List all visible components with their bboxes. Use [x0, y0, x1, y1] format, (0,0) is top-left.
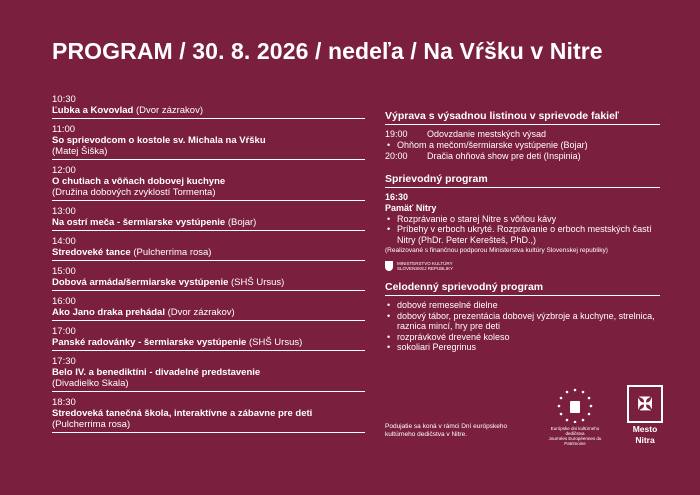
ministry-logo — [385, 261, 660, 271]
time: 20:00 — [385, 150, 408, 161]
performer: (SHŠ Ursus) — [231, 277, 285, 288]
performer: (Dvor zázrakov) — [167, 307, 235, 318]
crest-icon — [385, 261, 393, 271]
schedule-item — [52, 295, 365, 321]
activity — [52, 247, 365, 258]
performer: (Bojar) — [227, 217, 257, 228]
time: 12:00 — [52, 165, 76, 176]
ehd-text-2: Journées Européennes du Patrimoine — [548, 436, 602, 446]
time: 15:00 — [52, 266, 76, 277]
bullet-item: • Príbehy v erboch ukryté. Rozprávanie o erboch mestských častí Nitry (PhDr. Peter Kerešteš, PhD.,) — [385, 224, 660, 245]
schedule-item — [52, 355, 365, 392]
activity — [52, 408, 365, 419]
activity — [52, 176, 365, 187]
activity-name: Belo IV. a benediktíni - divadelné predstavenie — [52, 367, 261, 378]
time: 17:30 — [52, 356, 76, 367]
bullet-item: • Rozprávanie o starej Nitre s vôňou kávy — [385, 214, 660, 225]
performer: (Družina dobových zvyklostí Tormenta) — [52, 187, 216, 198]
schedule-item — [52, 396, 365, 433]
ministry-name: MINISTERSTVO KULTÚRY SLOVENSKEJ REPUBLIKY — [397, 261, 454, 271]
time: 18:30 — [52, 397, 76, 408]
performer: (Divadielko Skala) — [52, 378, 129, 389]
activity — [52, 307, 365, 318]
time: 16:30 — [385, 191, 409, 202]
performer: (SHŠ Ursus) — [248, 337, 303, 348]
time: 11:00 — [52, 124, 76, 135]
schedule-item — [52, 325, 365, 351]
performer: (Pulcherrima rosa) — [52, 419, 131, 430]
mesto-nitra-logo — [615, 385, 675, 445]
schedule-item — [52, 123, 365, 160]
bullet-item: • dobové remeselné dielne — [385, 300, 660, 311]
right-column — [385, 110, 660, 353]
stars-icon — [555, 387, 595, 423]
city-crest-icon: ✠ — [627, 385, 663, 423]
program-text: Odovzdanie mestských výsad — [427, 129, 547, 139]
schedule-list — [52, 93, 365, 437]
schedule-item — [52, 93, 365, 119]
schedule-item — [52, 235, 365, 261]
activity-name: Stredoveké tance — [52, 247, 131, 258]
section-title: Výprava s výsadnou listinou v sprievode fakieľ — [385, 110, 660, 125]
ehd-text-1: Európske dni kultúrneho dedičstva — [550, 426, 600, 436]
bullet-item: • Ohňom a mečom/šermiarske vystúpenie (Bojar) — [385, 140, 660, 151]
performer: (Pulcherrima rosa) — [133, 247, 212, 258]
activity — [52, 105, 365, 116]
nitra-label: Nitra — [635, 435, 655, 445]
section-title: Celodenný sprievodný program — [385, 281, 660, 296]
time: 14:00 — [52, 236, 76, 247]
bullet-item: • dobový tábor, prezentácia dobovej výzbroje a kuchyne, strelnica, raznica mincí, hry pre deti — [385, 311, 660, 332]
page-title: PROGRAM / 30. 8. 2026 / nedeľa / Na Vŕšku v Nitre — [52, 38, 603, 64]
schedule-item — [52, 205, 365, 231]
bullet-item: • sokoliari Peregrinus — [385, 342, 660, 353]
footer — [385, 395, 685, 455]
time: 19:00 — [385, 129, 408, 139]
time: 13:00 — [52, 206, 76, 217]
section-title: Sprievodný program — [385, 173, 660, 188]
schedule-item — [52, 265, 365, 291]
activity-name: Dobová armáda/šermiarske vystúpenie — [52, 277, 229, 288]
activity-name: So sprievodcom o kostole sv. Michala na Vŕšku — [52, 135, 266, 146]
schedule-item — [52, 164, 365, 201]
activity-name: Na ostrí meča - šermiarske vystúpenie — [52, 217, 226, 228]
time: 16:00 — [52, 296, 76, 307]
activity — [52, 277, 365, 288]
activity-name: Panské radovánky - šermiarske vystúpenie — [52, 337, 247, 348]
performer: (Matej Šiška) — [52, 146, 108, 157]
celodenny-section — [385, 281, 660, 353]
sprievodny-section — [385, 173, 660, 272]
activity-name: Stredoveká tanečná škola, interaktívne a zábavne pre deti — [52, 408, 313, 419]
program-text: Dračia ohňová show pre deti (Inspinia) — [427, 150, 581, 161]
program-row — [385, 151, 660, 162]
mesto-label: Mesto — [632, 424, 658, 434]
support-text: Podujatie sa koná v rámci Dní európskeho kultúrneho dedičstva v Nitre. — [385, 423, 508, 438]
performer: (Dvor zázrakov) — [135, 105, 203, 116]
time: 17:00 — [52, 326, 76, 337]
ehd-logo — [545, 387, 605, 446]
activity — [52, 367, 365, 378]
activity-name: Ako Jano draka prehádal — [52, 307, 165, 318]
vyprava-section — [385, 110, 660, 162]
funding-note: (Realizované s finančnou podporou Ministerstva kultúry Slovenskej republiky) — [385, 247, 608, 254]
program-row — [385, 129, 660, 140]
program-name: Pamäť Nitry — [385, 202, 437, 213]
activity — [52, 217, 365, 228]
time: 10:30 — [52, 94, 76, 105]
bullet-item: • rozprávkové drevené koleso — [385, 332, 660, 343]
activity-name: O chutiach a vôňach dobovej kuchyne — [52, 176, 226, 187]
activity — [52, 135, 365, 146]
activity-name: Ľubka a Kovovlad — [52, 105, 134, 116]
activity — [52, 337, 365, 348]
